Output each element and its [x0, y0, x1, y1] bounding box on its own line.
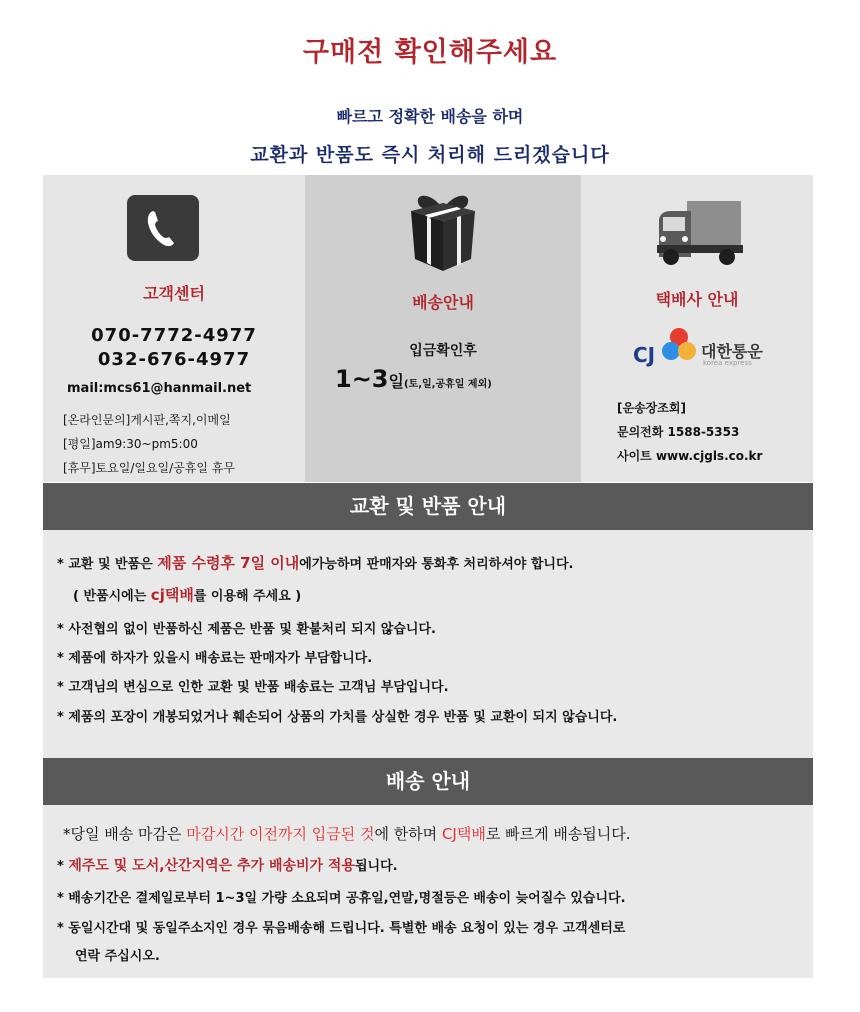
shipping-days-unit: 일 — [388, 372, 404, 391]
delivery-section-title: 배송 안내 — [43, 758, 813, 805]
phone-number-2: 032-676-4977 — [97, 349, 251, 370]
cj-flower-icon — [661, 325, 697, 369]
exchange-line-1: * 교환 및 반품은 제품 수령후 7일 이내에가능하며 판매자와 통화후 처리하셔야 합니다. — [57, 554, 574, 572]
shipping-days — [335, 365, 492, 393]
subtitle-2: 교환과 반품도 즉시 처리해 드리겠습니다 — [250, 144, 610, 166]
phone-number-1: 070-7772-4977 — [91, 325, 257, 346]
cj-logo-name: 대한통운 — [701, 342, 763, 361]
shipping-label: 배송안내 — [412, 293, 474, 312]
cj-logo-icon — [633, 325, 773, 375]
tracking-label: [운송장조회] — [617, 401, 686, 415]
cj-logo-text: CJ — [633, 343, 656, 367]
delivery-line-2: * 제주도 및 도서,산간지역은 추가 배송비가 적용됩니다. — [57, 858, 398, 874]
courier-phone: 문의전화 1588-5353 — [617, 425, 740, 439]
exchange-line-6: * 제품의 포장이 개봉되었거나 훼손되어 상품의 가치를 상실한 경우 반품 및 교환이 되지 않습니다. — [57, 710, 618, 725]
exchange-section-title: 교환 및 반품 안내 — [43, 483, 813, 530]
online-inquiry: [온라인문의]게시판,쪽지,이메일 — [63, 413, 231, 427]
courier-label: 택배사 안내 — [655, 290, 739, 309]
exchange-line-2: ( 반품시에는 cj택배를 이용해 주세요 ) — [73, 586, 302, 604]
customer-center-label: 고객센터 — [143, 284, 205, 303]
exchange-line-4: * 제품에 하자가 있을시 배송료는 판매자가 부담합니다. — [57, 651, 373, 666]
cj-logo-sub: korea express — [703, 359, 752, 367]
shipping-days-value: 1~3 — [335, 365, 389, 393]
exchange-panel — [43, 530, 813, 758]
truck-icon — [653, 195, 745, 269]
shipping-exclusion: (토,일,공휴일 제외) — [403, 379, 492, 390]
courier-site: 사이트 www.cjgls.co.kr — [617, 449, 763, 463]
after-payment-text: 입금확인후 — [409, 343, 477, 359]
delivery-panel — [43, 805, 813, 978]
weekday-hours: [평일]am9:30~pm5:00 — [63, 437, 198, 451]
exchange-line-3: * 사전협의 없이 반품하신 제품은 반품 및 환불처리 되지 않습니다. — [57, 622, 436, 637]
shipping-column — [305, 175, 581, 482]
delivery-line-5: 연락 주십시오. — [75, 949, 160, 964]
subtitle-1: 빠르고 정확한 배송을 하며 — [336, 107, 524, 126]
info-columns — [43, 175, 813, 482]
gift-box-icon — [403, 187, 483, 275]
courier-column — [581, 175, 813, 482]
phone-icon — [127, 195, 199, 261]
page-title: 구매전 확인해주세요 — [302, 37, 558, 68]
delivery-line-3: * 배송기간은 결제일로부터 1~3일 가량 소요되며 공휴일,연말,명절등은 배송이 늦어질수 있습니다. — [57, 891, 626, 906]
email-address: mail:mcs61@hanmail.net — [67, 381, 252, 396]
delivery-line-4: * 동일시간대 및 동일주소지인 경우 묶음배송해 드립니다. 특별한 배송 요청이 있는 경우 고객센터로 — [57, 921, 626, 936]
customer-center-column — [43, 175, 305, 482]
holiday-notice: [휴무]토요일/일요일/공휴일 휴무 — [63, 461, 235, 475]
delivery-line-1: *당일 배송 마감은 마감시간 이전까지 입금된 것에 한하며 CJ택배로 빠르게 배송됩니다. — [63, 825, 631, 843]
exchange-line-5: * 고객님의 변심으로 인한 교환 및 반품 배송료는 고객님 부담입니다. — [57, 680, 449, 695]
